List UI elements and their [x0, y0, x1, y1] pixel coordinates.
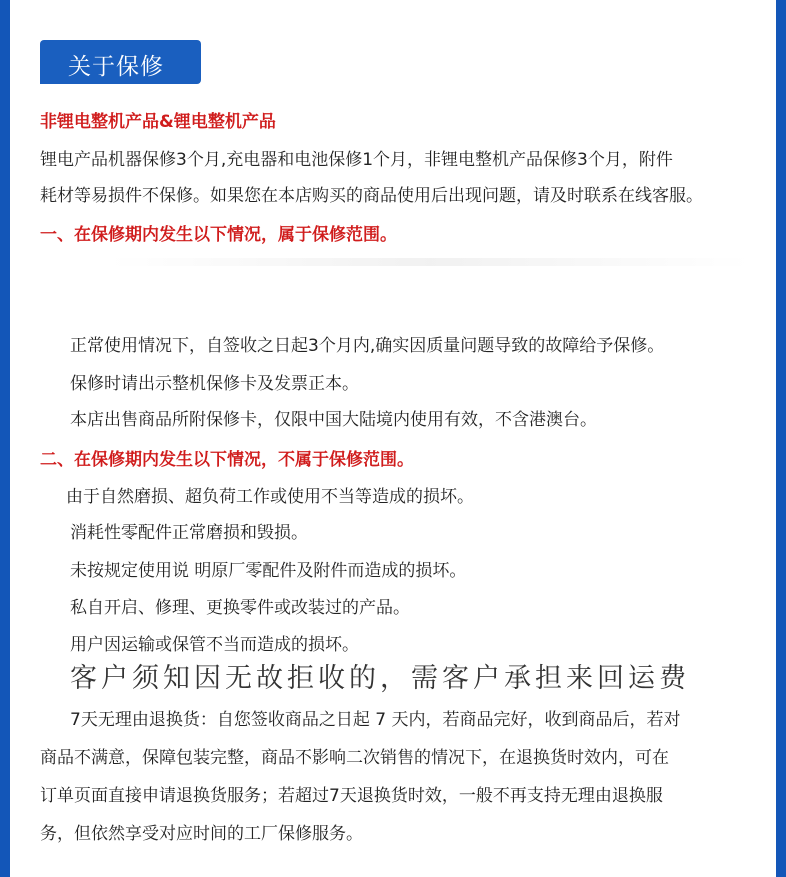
not-covered-heading: 二、在保修期内发生以下情况，不属于保修范围。 [40, 450, 414, 470]
product-category-heading: 非锂电整机产品&锂电整机产品 [40, 112, 276, 132]
return-policy-text-3: 订单页面直接申请退换货服务；若超过7天退换货时效，一般不再支持无理由退换服 [40, 786, 663, 806]
return-shipping-notice: 客户须知因无故拒收的，需客户承担来回运费 [70, 663, 690, 694]
section-title-badge [40, 40, 201, 84]
not-covered-item-5: 用户因运输或保管不当而造成的损坏。 [70, 635, 359, 655]
warranty-period-text-2: 耗材等易损件不保修。如果您在本店购买的商品使用后出现问题，请及时联系在线客服。 [40, 186, 703, 206]
return-policy-text-2: 商品不满意，保障包装完整，商品不影响二次销售的情况下，在退换货时效内，可在 [40, 748, 669, 768]
not-covered-item-3: 未按规定使用说 明原厂零配件及附件而造成的损坏。 [70, 561, 467, 581]
right-border [776, 0, 786, 877]
return-policy-text-4: 务，但依然享受对应时间的工厂保修服务。 [40, 824, 363, 844]
covered-item-3: 本店出售商品所附保修卡，仅限中国大陆境内使用有效，不含港澳台。 [70, 410, 597, 430]
faint-divider [110, 258, 750, 266]
return-policy-text-1: 7天无理由退换货：自您签收商品之日起 7 天内，若商品完好，收到商品后，若对 [70, 710, 681, 730]
warranty-period-text-1: 锂电产品机器保修3个月,充电器和电池保修1个月，非锂电整机产品保修3个月，附件 [40, 150, 673, 170]
left-border [0, 0, 10, 877]
not-covered-item-1: 由于自然磨损、超负荷工作或使用不当等造成的损坏。 [66, 487, 474, 507]
not-covered-item-4: 私自开启、修理、更换零件或改装过的产品。 [70, 598, 410, 618]
covered-item-2: 保修时请出示整机保修卡及发票正本。 [70, 374, 359, 394]
covered-item-1: 正常使用情况下，自签收之日起3个月内,确实因质量问题导致的故障给予保修。 [70, 336, 665, 356]
section-title: 关于保修 [68, 54, 164, 80]
not-covered-item-2: 消耗性零配件正常磨损和毁损。 [70, 523, 308, 543]
covered-heading: 一、在保修期内发生以下情况，属于保修范围。 [40, 225, 397, 245]
